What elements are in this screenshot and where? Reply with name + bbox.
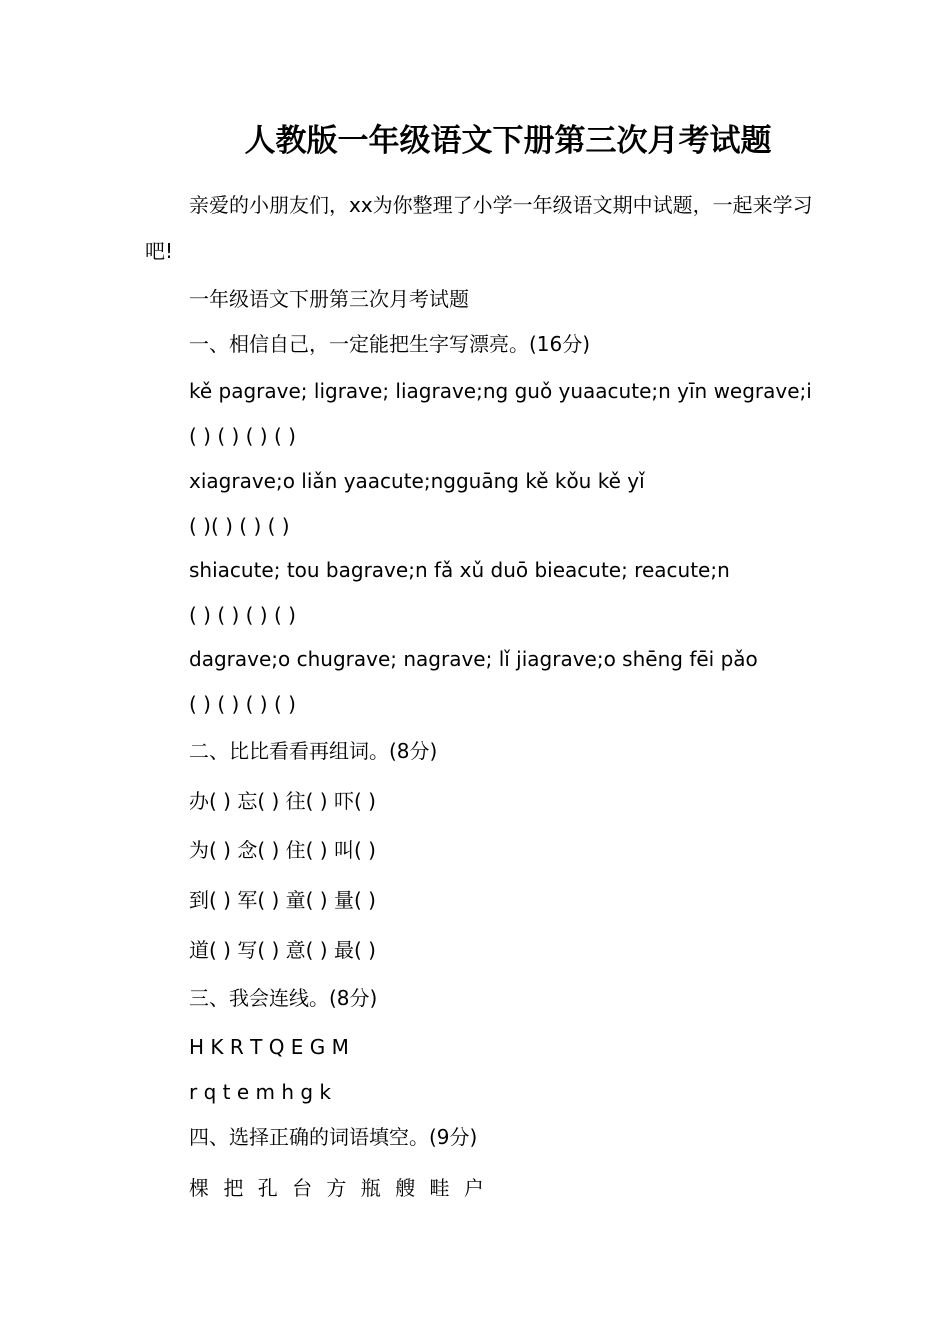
question-1-heading: 一、相信自己，一定能把生字写漂亮。(16分) [189, 332, 591, 356]
blank-row-1: ( ) ( ) ( ) ( ) [189, 424, 296, 448]
pinyin-row-3: shiacute; tou bagrave;n fǎ xǔ duō bieacute; reacute;n [189, 558, 730, 582]
pinyin-row-1: kě pagrave; ligrave; liagrave;ng guǒ yuaacute;n yīn wegrave;i [189, 379, 812, 403]
lowercase-letters-row: r q t e m h g k [189, 1080, 332, 1104]
blank-row-3: ( ) ( ) ( ) ( ) [189, 603, 296, 627]
word-row-2: 为( ) 念( ) 住( ) 叫( ) [189, 838, 376, 862]
question-4-heading: 四、选择正确的词语填空。(9分) [189, 1125, 478, 1149]
pinyin-row-4: dagrave;o chugrave; nagrave; lǐ jiagrave;o shēng fēi pǎo [189, 647, 758, 671]
blank-row-4: ( ) ( ) ( ) ( ) [189, 692, 296, 716]
measure-words-row: 棵 把 孔 台 方 瓶 艘 畦 户 [189, 1176, 488, 1200]
section-heading: 一年级语文下册第三次月考试题 [189, 287, 469, 311]
intro-paragraph: 亲爱的小朋友们，xx为你整理了小学一年级语文期中试题，一起来学习吧! [145, 193, 813, 263]
pinyin-row-2: xiagrave;o liǎn yaacute;ngguāng kě kǒu kě yǐ [189, 469, 645, 493]
blank-row-2: ( )( ) ( ) ( ) [189, 514, 290, 538]
word-row-1: 办( ) 忘( ) 往( ) 吓( ) [189, 789, 376, 813]
word-row-4: 道( ) 写( ) 意( ) 最( ) [189, 938, 376, 962]
question-2-heading: 二、比比看看再组词。(8分) [189, 739, 438, 763]
document-title: 人教版一年级语文下册第三次月考试题 [244, 123, 772, 159]
uppercase-letters-row: H K R T Q E G M [189, 1035, 349, 1059]
word-row-3: 到( ) 军( ) 童( ) 量( ) [189, 888, 376, 912]
question-3-heading: 三、我会连线。(8分) [189, 986, 378, 1010]
